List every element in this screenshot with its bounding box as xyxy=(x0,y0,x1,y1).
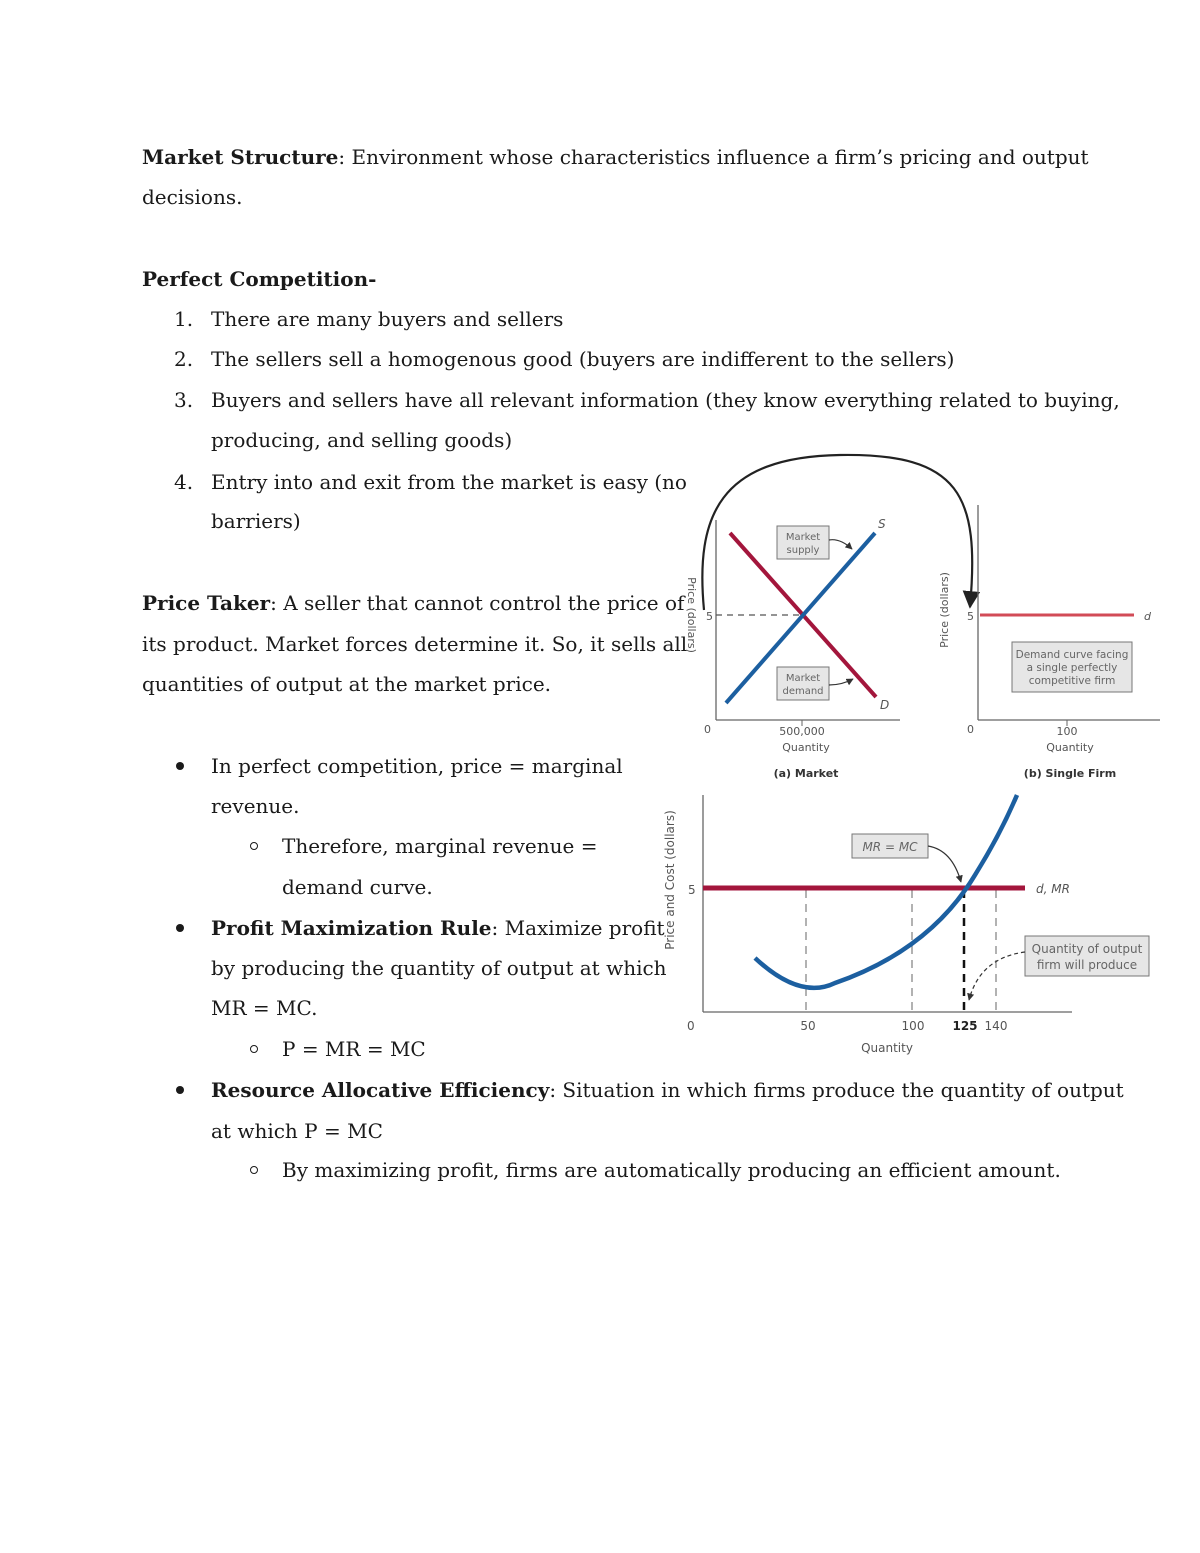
sub-bullet-efficient-amount: By maximizing profit, firms are automatically producing an efficient amount. xyxy=(282,1158,1061,1182)
sub-bullet-mr-demand-line2: demand curve. xyxy=(282,875,433,899)
quantity-callout-line1: Quantity of output xyxy=(1031,942,1143,956)
cost-y-tick: 5 xyxy=(688,883,696,897)
mr-equals-mc-text: MR = MC xyxy=(862,840,918,854)
list-item: There are many buyers and sellers xyxy=(211,307,564,331)
firm-demand-label: d xyxy=(1144,610,1151,623)
bullet-price-mr-line2: revenue. xyxy=(211,794,300,818)
price-taker-line3: quantities of output at the market price. xyxy=(142,672,552,696)
bullet-allocative-line2: at which P = MC xyxy=(211,1119,383,1143)
market-supply-callout-line2: supply xyxy=(786,545,820,556)
list-number: 4. xyxy=(174,470,194,494)
price-taker-line1 xyxy=(142,583,684,623)
list-item: The sellers sell a homogenous good (buyers are indifferent to the sellers) xyxy=(211,347,955,371)
bullet-dot xyxy=(176,924,184,932)
market-demand-callout-line2: demand xyxy=(782,686,824,697)
market-supply-callout-line1: Market xyxy=(785,532,821,543)
cost-x-tick-125: 125 xyxy=(952,1019,978,1033)
profit-max-definition: : Maximize profit xyxy=(491,916,665,940)
cost-x-tick-100: 100 xyxy=(901,1019,925,1033)
list-item: Entry into and exit from the market is easy (no xyxy=(211,470,687,494)
sub-bullet-circle xyxy=(250,842,258,850)
bullet-profit-max-line1 xyxy=(211,908,665,948)
list-item: Buyers and sellers have all relevant information (they know everything related to buying, xyxy=(211,388,1120,412)
market-structure-definition: : Environment whose characteristics influence a firm’s pricing and output xyxy=(338,145,1089,169)
list-number: 3. xyxy=(174,388,194,412)
market-origin: 0 xyxy=(704,723,711,736)
price-taker-line2: its product. Market forces determine it. So, it sells all xyxy=(142,632,688,656)
firm-y-tick: 5 xyxy=(967,610,974,623)
bullet-dot xyxy=(176,762,184,770)
sub-bullet-mr-demand-line1: Therefore, marginal revenue = xyxy=(282,834,598,858)
price-transfer-arrow xyxy=(702,455,972,610)
cost-x-axis-label: Quantity xyxy=(861,1041,913,1055)
bullet-price-mr-line1: In perfect competition, price = marginal xyxy=(211,754,623,778)
market-x-axis-label: Quantity xyxy=(782,741,830,754)
profit-max-term: Profit Maximization Rule xyxy=(211,916,492,940)
firm-demand-callout-line1: Demand curve facing xyxy=(1015,649,1129,661)
market-y-tick: 5 xyxy=(706,610,713,623)
mr-demand-label: d, MR xyxy=(1036,882,1070,896)
price-taker-term: Price Taker xyxy=(142,591,271,615)
allocative-efficiency-term: Resource Allocative Efficiency xyxy=(211,1078,550,1102)
sub-bullet-circle xyxy=(250,1045,258,1053)
profit-maximization-diagram xyxy=(660,790,1155,1065)
demand-curve-label: D xyxy=(880,698,890,712)
firm-demand-callout-line2: a single perfectly xyxy=(1026,662,1118,674)
bullet-profit-max-line2: by producing the quantity of output at which xyxy=(211,956,667,980)
supply-curve-label: S xyxy=(878,517,886,531)
market-caption: (a) Market xyxy=(773,767,839,780)
market-x-tick: 500,000 xyxy=(779,725,825,738)
market-and-firm-diagram xyxy=(660,445,1165,790)
firm-x-tick: 100 xyxy=(1056,725,1078,738)
quantity-callout-line2: firm will produce xyxy=(1036,958,1138,972)
market-structure-line1 xyxy=(142,137,1089,177)
firm-demand-callout-line3: competitive firm xyxy=(1028,675,1116,687)
perfect-competition-heading: Perfect Competition- xyxy=(142,267,377,291)
market-structure-term: Market Structure xyxy=(142,145,339,169)
allocative-efficiency-definition: : Situation in which firms produce the quantity of output xyxy=(549,1078,1124,1102)
price-taker-definition: : A seller that cannot control the price of xyxy=(270,591,685,615)
mc-curve xyxy=(755,795,1017,988)
list-item-continued: barriers) xyxy=(211,509,301,533)
firm-y-axis-label: Price (dollars) xyxy=(938,572,951,648)
cost-x-tick-0: 0 xyxy=(687,1019,695,1033)
list-number: 2. xyxy=(174,347,194,371)
bullet-dot xyxy=(176,1086,184,1094)
list-number: 1. xyxy=(174,307,194,331)
cost-y-axis-label: Price and Cost (dollars) xyxy=(663,810,677,950)
firm-caption: (b) Single Firm xyxy=(1023,767,1117,780)
sub-bullet-circle xyxy=(250,1166,258,1174)
cost-x-tick-140: 140 xyxy=(984,1019,1008,1033)
firm-origin: 0 xyxy=(967,723,974,736)
market-structure-line2: decisions. xyxy=(142,185,243,209)
bullet-profit-max-line3: MR = MC. xyxy=(211,996,318,1020)
market-demand-callout-line1: Market xyxy=(785,673,821,684)
cost-x-tick-50: 50 xyxy=(800,1019,816,1033)
firm-x-axis-label: Quantity xyxy=(1046,741,1094,754)
market-y-axis-label: Price (dollars) xyxy=(685,577,698,653)
list-item-continued: producing, and selling goods) xyxy=(211,428,513,452)
bullet-allocative-line1 xyxy=(211,1070,1124,1110)
sub-bullet-p-mr-mc: P = MR = MC xyxy=(282,1037,426,1061)
